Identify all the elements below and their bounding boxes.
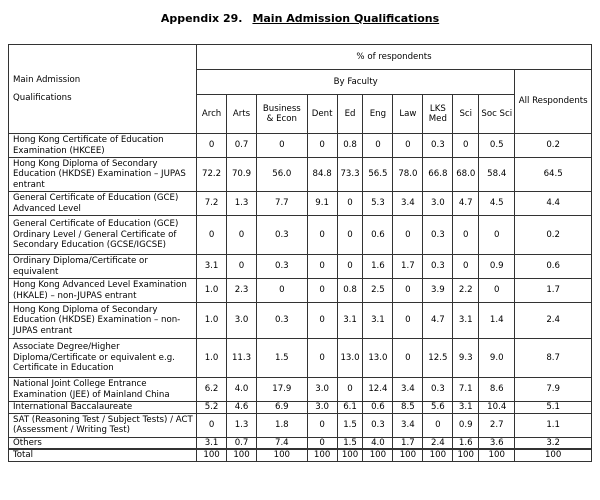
value-cell: 0.3	[423, 134, 453, 158]
value-cell: 2.3	[227, 279, 257, 303]
value-cell: 0.7	[227, 437, 257, 449]
row-label: General Certificate of Education (GCE) Advanced Level	[9, 192, 197, 216]
value-cell: 0.5	[479, 134, 515, 158]
value-cell: 5.3	[363, 192, 393, 216]
value-cell: 12.4	[363, 378, 393, 402]
value-cell: 3.1	[453, 402, 479, 414]
value-cell: 70.9	[227, 158, 257, 192]
value-cell: 0	[479, 216, 515, 255]
row-label: Ordinary Diploma/Certificate or equivalent	[9, 255, 197, 279]
pct-header: % of respondents	[197, 45, 592, 70]
table-row	[9, 279, 592, 303]
value-cell: 100	[479, 449, 515, 461]
value-cell: 3.0	[423, 192, 453, 216]
all-respondents-cell: 64.5	[515, 158, 592, 192]
value-cell: 0	[227, 216, 257, 255]
value-cell: 1.4	[479, 303, 515, 339]
table-title: Main Admission Qualifications	[252, 12, 440, 25]
value-cell: 7.4	[257, 437, 308, 449]
value-cell: 3.4	[393, 192, 423, 216]
all-respondents-cell: 0.2	[515, 216, 592, 255]
value-cell: 0	[393, 279, 423, 303]
value-cell: 0.9	[453, 413, 479, 437]
value-cell: 0	[453, 134, 479, 158]
value-cell: 13.0	[337, 339, 363, 378]
value-cell: 72.2	[197, 158, 227, 192]
value-cell: 1.6	[453, 437, 479, 449]
value-cell: 0	[393, 303, 423, 339]
value-cell: 0	[453, 216, 479, 255]
value-cell: 100	[197, 449, 227, 461]
column-header: Soc Sci	[479, 95, 515, 134]
value-cell: 0	[337, 192, 363, 216]
value-cell: 12.5	[423, 339, 453, 378]
value-cell: 3.4	[393, 413, 423, 437]
value-cell: 56.0	[257, 158, 308, 192]
value-cell: 0	[479, 279, 515, 303]
value-cell: 0.8	[337, 134, 363, 158]
table-row	[9, 216, 592, 255]
value-cell: 0	[197, 216, 227, 255]
value-cell: 6.9	[257, 402, 308, 414]
value-cell: 66.8	[423, 158, 453, 192]
value-cell: 0	[307, 339, 337, 378]
value-cell: 0.3	[423, 378, 453, 402]
all-respondents-cell: 2.4	[515, 303, 592, 339]
table-row	[9, 413, 592, 437]
value-cell: 9.3	[453, 339, 479, 378]
value-cell: 3.6	[479, 437, 515, 449]
table-row	[9, 437, 592, 449]
value-cell: 0	[337, 255, 363, 279]
all-respondents-cell: 0.6	[515, 255, 592, 279]
value-cell: 8.6	[479, 378, 515, 402]
document-title	[0, 12, 600, 25]
value-cell: 0	[257, 134, 308, 158]
value-cell: 4.5	[479, 192, 515, 216]
value-cell: 0.3	[257, 303, 308, 339]
value-cell: 2.2	[453, 279, 479, 303]
row-header-cell	[9, 45, 197, 134]
value-cell: 0.7	[227, 134, 257, 158]
row-label: Hong Kong Diploma of Secondary Education (HKDSE) Examination – JUPAS entrant	[9, 158, 197, 192]
value-cell: 1.0	[197, 279, 227, 303]
value-cell: 1.7	[393, 437, 423, 449]
value-cell: 0	[307, 279, 337, 303]
all-respondents-cell: 0.2	[515, 134, 592, 158]
table-row	[9, 192, 592, 216]
value-cell: 3.1	[337, 303, 363, 339]
row-label: Total	[9, 449, 197, 461]
value-cell: 11.3	[227, 339, 257, 378]
value-cell: 5.2	[197, 402, 227, 414]
all-respondents-cell: 100	[515, 449, 592, 461]
value-cell: 3.1	[197, 255, 227, 279]
column-header: LKS Med	[423, 95, 453, 134]
all-respondents-cell: 8.7	[515, 339, 592, 378]
value-cell: 0	[393, 339, 423, 378]
value-cell: 0	[363, 134, 393, 158]
value-cell: 7.2	[197, 192, 227, 216]
column-header: Arch	[197, 95, 227, 134]
value-cell: 1.3	[227, 192, 257, 216]
appendix-label: Appendix 29.	[160, 12, 243, 25]
row-label: General Certificate of Education (GCE) Ordinary Level / General Certificate of Secondary Education (GCSE/IGCSE)	[9, 216, 197, 255]
row-header-line1: Main Admission	[13, 75, 81, 85]
value-cell: 9.0	[479, 339, 515, 378]
row-label: Others	[9, 437, 197, 449]
value-cell: 8.5	[393, 402, 423, 414]
table-body	[9, 134, 592, 462]
value-cell: 100	[423, 449, 453, 461]
value-cell: 0	[197, 413, 227, 437]
value-cell: 0.8	[337, 279, 363, 303]
row-label: Hong Kong Advanced Level Examination (HKALE) – non-JUPAS entrant	[9, 279, 197, 303]
table-row	[9, 134, 592, 158]
value-cell: 100	[393, 449, 423, 461]
value-cell: 0.3	[257, 255, 308, 279]
value-cell: 1.0	[197, 303, 227, 339]
value-cell: 1.5	[337, 437, 363, 449]
value-cell: 1.6	[363, 255, 393, 279]
value-cell: 0	[307, 413, 337, 437]
row-label: SAT (Reasoning Test / Subject Tests) / ACT (Assessment / Writing Test)	[9, 413, 197, 437]
value-cell: 68.0	[453, 158, 479, 192]
row-label: Hong Kong Diploma of Secondary Education (HKDSE) Examination – non-JUPAS entrant	[9, 303, 197, 339]
value-cell: 100	[307, 449, 337, 461]
value-cell: 2.4	[423, 437, 453, 449]
column-header: Sci	[453, 95, 479, 134]
table-row	[9, 402, 592, 414]
value-cell: 0	[307, 303, 337, 339]
value-cell: 0	[257, 279, 308, 303]
value-cell: 9.1	[307, 192, 337, 216]
value-cell: 1.8	[257, 413, 308, 437]
value-cell: 3.4	[393, 378, 423, 402]
value-cell: 0	[393, 134, 423, 158]
value-cell: 0	[337, 378, 363, 402]
value-cell: 4.7	[453, 192, 479, 216]
value-cell: 1.0	[197, 339, 227, 378]
value-cell: 3.1	[363, 303, 393, 339]
column-header: Arts	[227, 95, 257, 134]
table-row	[9, 158, 592, 192]
row-label: Hong Kong Certificate of Education Examination (HKCEE)	[9, 134, 197, 158]
value-cell: 0.3	[423, 216, 453, 255]
value-cell: 3.9	[423, 279, 453, 303]
all-respondents-cell: 1.1	[515, 413, 592, 437]
faculty-header: By Faculty	[197, 70, 515, 95]
value-cell: 7.1	[453, 378, 479, 402]
value-cell: 78.0	[393, 158, 423, 192]
value-cell: 100	[363, 449, 393, 461]
table-row	[9, 255, 592, 279]
column-header: Business & Econ	[257, 95, 308, 134]
value-cell: 0	[307, 134, 337, 158]
all-respondents-cell: 7.9	[515, 378, 592, 402]
value-cell: 100	[227, 449, 257, 461]
value-cell: 0	[307, 255, 337, 279]
value-cell: 13.0	[363, 339, 393, 378]
value-cell: 3.1	[197, 437, 227, 449]
value-cell: 100	[337, 449, 363, 461]
table-row	[9, 303, 592, 339]
value-cell: 1.5	[257, 339, 308, 378]
value-cell: 17.9	[257, 378, 308, 402]
all-respondents-cell: 4.4	[515, 192, 592, 216]
all-respondents-cell: 1.7	[515, 279, 592, 303]
value-cell: 2.5	[363, 279, 393, 303]
value-cell: 4.7	[423, 303, 453, 339]
row-label: Associate Degree/Higher Diploma/Certificate or equivalent e.g. Certificate in Education	[9, 339, 197, 378]
value-cell: 0.3	[423, 255, 453, 279]
value-cell: 0	[307, 216, 337, 255]
column-header: Law	[393, 95, 423, 134]
row-label: International Baccalaureate	[9, 402, 197, 414]
value-cell: 0.6	[363, 402, 393, 414]
row-label: National Joint College Entrance Examination (JEE) of Mainland China	[9, 378, 197, 402]
value-cell: 7.7	[257, 192, 308, 216]
value-cell: 4.0	[227, 378, 257, 402]
value-cell: 0.6	[363, 216, 393, 255]
value-cell: 4.6	[227, 402, 257, 414]
value-cell: 1.3	[227, 413, 257, 437]
value-cell: 6.1	[337, 402, 363, 414]
all-respondents-cell: 5.1	[515, 402, 592, 414]
value-cell: 0	[337, 216, 363, 255]
row-header-line2: Qualifications	[13, 93, 72, 103]
value-cell: 3.1	[453, 303, 479, 339]
column-header: Eng	[363, 95, 393, 134]
column-header: Dent	[307, 95, 337, 134]
value-cell: 2.7	[479, 413, 515, 437]
column-header: Ed	[337, 95, 363, 134]
value-cell: 1.7	[393, 255, 423, 279]
value-cell: 100	[453, 449, 479, 461]
value-cell: 0	[197, 134, 227, 158]
value-cell: 84.8	[307, 158, 337, 192]
value-cell: 100	[257, 449, 308, 461]
value-cell: 1.5	[337, 413, 363, 437]
value-cell: 0.3	[363, 413, 393, 437]
all-respondents-header: All Respondents	[515, 70, 592, 134]
table-row	[9, 339, 592, 378]
value-cell: 56.5	[363, 158, 393, 192]
value-cell: 0	[453, 255, 479, 279]
all-respondents-cell: 3.2	[515, 437, 592, 449]
value-cell: 5.6	[423, 402, 453, 414]
value-cell: 3.0	[307, 378, 337, 402]
value-cell: 3.0	[307, 402, 337, 414]
value-cell: 73.3	[337, 158, 363, 192]
value-cell: 3.0	[227, 303, 257, 339]
value-cell: 0	[307, 437, 337, 449]
value-cell: 0	[423, 413, 453, 437]
value-cell: 0	[227, 255, 257, 279]
value-cell: 0	[393, 216, 423, 255]
table-row	[9, 449, 592, 461]
value-cell: 4.0	[363, 437, 393, 449]
value-cell: 0.3	[257, 216, 308, 255]
value-cell: 0.9	[479, 255, 515, 279]
qualifications-table	[8, 44, 592, 462]
value-cell: 58.4	[479, 158, 515, 192]
value-cell: 10.4	[479, 402, 515, 414]
table-row	[9, 378, 592, 402]
value-cell: 6.2	[197, 378, 227, 402]
